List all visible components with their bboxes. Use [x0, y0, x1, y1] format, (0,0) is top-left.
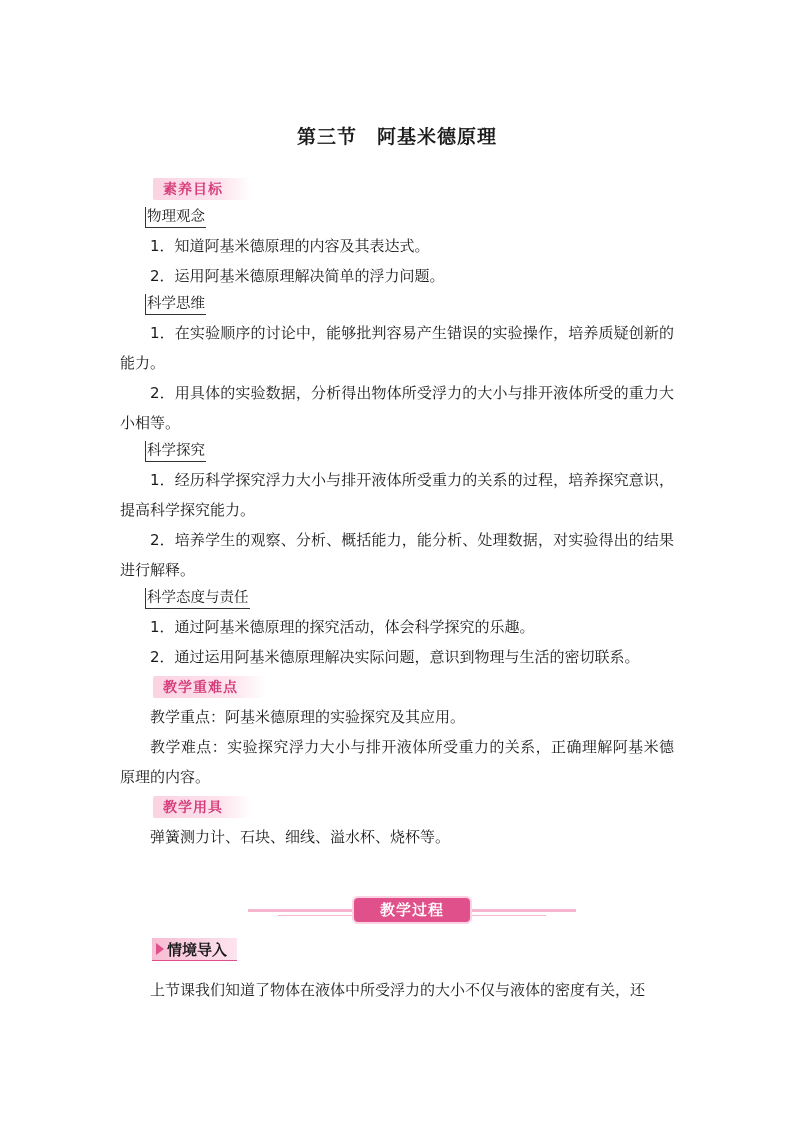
section-heading-key-points: 教学重难点	[153, 676, 266, 698]
intro-section	[120, 975, 674, 1005]
section-objectives	[120, 174, 674, 852]
paragraph: 2．运用阿基米德原理解决简单的浮力问题。	[150, 267, 445, 285]
banner-label: 教学过程	[354, 898, 470, 922]
subheading-physics-concept: 物理观念	[145, 207, 206, 228]
paragraph: 1．通过阿基米德原理的探究活动，体会科学探究的乐趣。	[150, 618, 535, 636]
section-heading-objectives: 素养目标	[153, 178, 251, 200]
paragraph-intro: 上节课我们知道了物体在液体中所受浮力的大小不仅与液体的密度有关，还	[150, 981, 646, 999]
paragraph: 2．用具体的实验数据，分析得出物体所受浮力的大小与排开液体所受的重力大小相等。	[120, 384, 674, 432]
paragraph: 1．知道阿基米德原理的内容及其表达式。	[150, 237, 430, 255]
paragraph: 2．通过运用阿基米德原理解决实际问题，意识到物理与生活的密切联系。	[150, 648, 640, 666]
section-heading-tools: 教学用具	[153, 796, 251, 818]
subheading-scientific-thinking: 科学思维	[145, 294, 206, 315]
paragraph-tools: 弹簧测力计、石块、细线、溢水杯、烧杯等。	[150, 828, 451, 846]
subheading-scientific-inquiry: 科学探究	[145, 441, 206, 462]
intro-heading-label: 情境导入	[167, 940, 228, 959]
paragraph-key-point: 教学重点：阿基米德原理的实验探究及其应用。	[150, 708, 466, 726]
paragraph: 2．培养学生的观察、分析、概括能力，能分析、处理数据，对实验得出的结果进行解释。	[120, 531, 674, 579]
page-title: 第三节 阿基米德原理	[296, 126, 497, 148]
triangle-icon	[156, 943, 164, 955]
paragraph: 1．经历科学探究浮力大小与排开液体所受重力的关系的过程，培养探究意识，提高科学探究能力。	[120, 471, 674, 519]
paragraph-difficulty: 教学难点：实验探究浮力大小与排开液体所受重力的关系，正确理解阿基米德原理的内容。	[120, 738, 674, 786]
subheading-attitude: 科学态度与责任	[145, 588, 250, 609]
paragraph: 1．在实验顺序的讨论中，能够批判容易产生错误的实验操作，培养质疑创新的能力。	[120, 324, 674, 372]
intro-heading	[152, 938, 237, 961]
teaching-process-banner	[248, 898, 576, 922]
